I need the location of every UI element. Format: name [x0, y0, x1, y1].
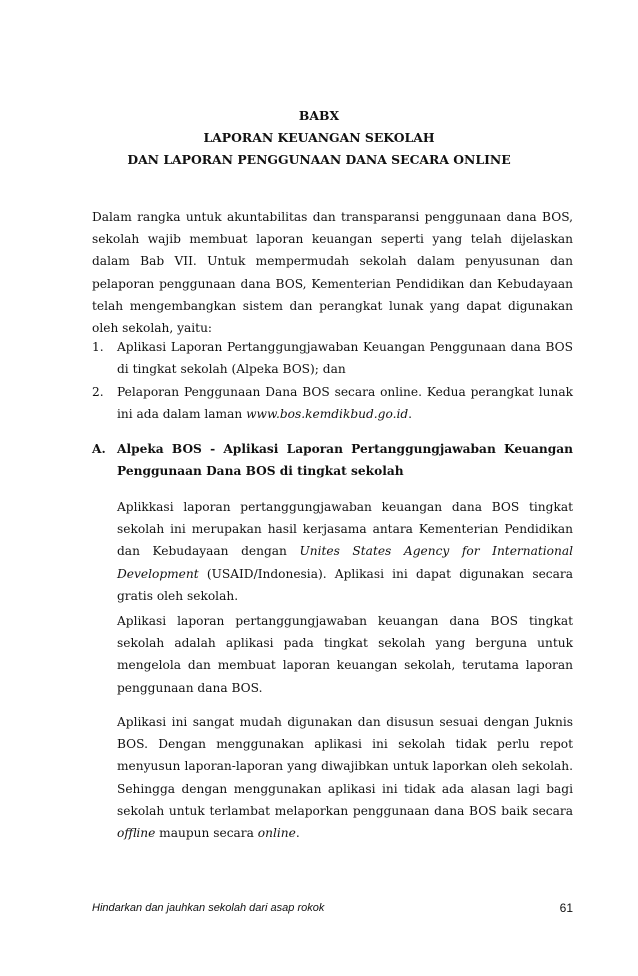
paragraph-text: (USAID/Indonesia). Aplikasi ini dapat digunakan secara gratis oleh sekolah.: [117, 566, 573, 603]
section-a-paragraph-1: [117, 496, 573, 607]
paragraph-text: maupun secara: [155, 826, 258, 841]
list-item-text-end: .: [408, 407, 413, 422]
offline-term: offline: [117, 826, 156, 841]
online-term: online: [257, 826, 296, 841]
list-item-text: Aplikasi Laporan Pertanggungjawaban Keuangan Penggunaan dana BOS di tingkat sekolah (Alpeka BOS); dan: [117, 340, 573, 377]
intro-paragraph: Dalam rangka untuk akuntabilitas dan transparansi penggunaan dana BOS, sekolah wajib membuat laporan keuangan seperti yang telah dijelaskan dalam Bab VII. Untuk mempermudah sekolah dalam penyusunan dan pelaporan penggunaan dana BOS, Kementerian Pendidikan dan Kebudayaan telah mengembangkan sistem dan perangkat lunak yang dapat digunakan oleh sekolah, yaitu:: [92, 210, 573, 336]
list-item-text: [117, 381, 573, 425]
paragraph-text: .: [295, 826, 300, 841]
list-item-1: [92, 336, 573, 380]
chapter-label: BABX: [298, 108, 340, 123]
section-a-paragraph-2: Aplikasi laporan pertanggungjawaban keuangan dana BOS tingkat sekolah adalah aplikasi pada tingkat sekolah yang berguna untuk mengelola dan membuat laporan keuangan sekolah, terutama laporan penggunaan dana BOS.: [117, 614, 573, 695]
paragraph-text: Aplikasi ini sangat mudah digunakan dan disusun sesuai dengan Juknis BOS. Dengan menggunakan aplikasi ini sekolah tidak perlu repot menyusun laporan-laporan yang diwajibkan untuk laporkan oleh sekolah. Sehingga dengan menggunakan aplikasi ini tidak ada alasan lagi bagi sekolah untuk terlambat melaporkan penggunaan dana BOS baik secara: [117, 715, 573, 818]
list-item-2: [92, 381, 573, 425]
website-url: www.bos.kemdikbud.go.id: [246, 407, 409, 422]
section-a-paragraph-3: [117, 711, 573, 844]
chapter-title-line-2: DAN LAPORAN PENGGUNAAN DANA SECARA ONLINE: [127, 152, 511, 167]
footer-text: Hindarkan dan jauhkan sekolah dari asap rokok: [92, 902, 325, 914]
page-footer: [92, 898, 573, 918]
list-item-text-part: Pelaporan Penggunaan Dana BOS secara online. Kedua perangkat lunak ini ada dalam laman: [117, 385, 573, 422]
chapter-title-line-1: LAPORAN KEUANGAN SEKOLAH: [203, 130, 435, 145]
section-a-heading: [92, 438, 573, 482]
paragraph-text: Aplikkasi laporan pertanggungjawaban keuangan dana BOS tingkat sekolah ini merupakan hasil kerjasama antara Kementerian Pendidikan dan Kebudayaan dengan: [117, 500, 573, 559]
section-heading-text: Alpeka BOS - Aplikasi Laporan Pertanggungjawaban Keuangan Penggunaan Dana BOS di tingkat sekolah: [117, 442, 573, 479]
section-number: A.: [92, 442, 106, 456]
page-number: 61: [559, 901, 573, 915]
agency-name: Unites States Agency for International Development: [117, 544, 573, 581]
list-item-number: 2.: [92, 385, 104, 399]
list-item-number: 1.: [92, 340, 104, 354]
